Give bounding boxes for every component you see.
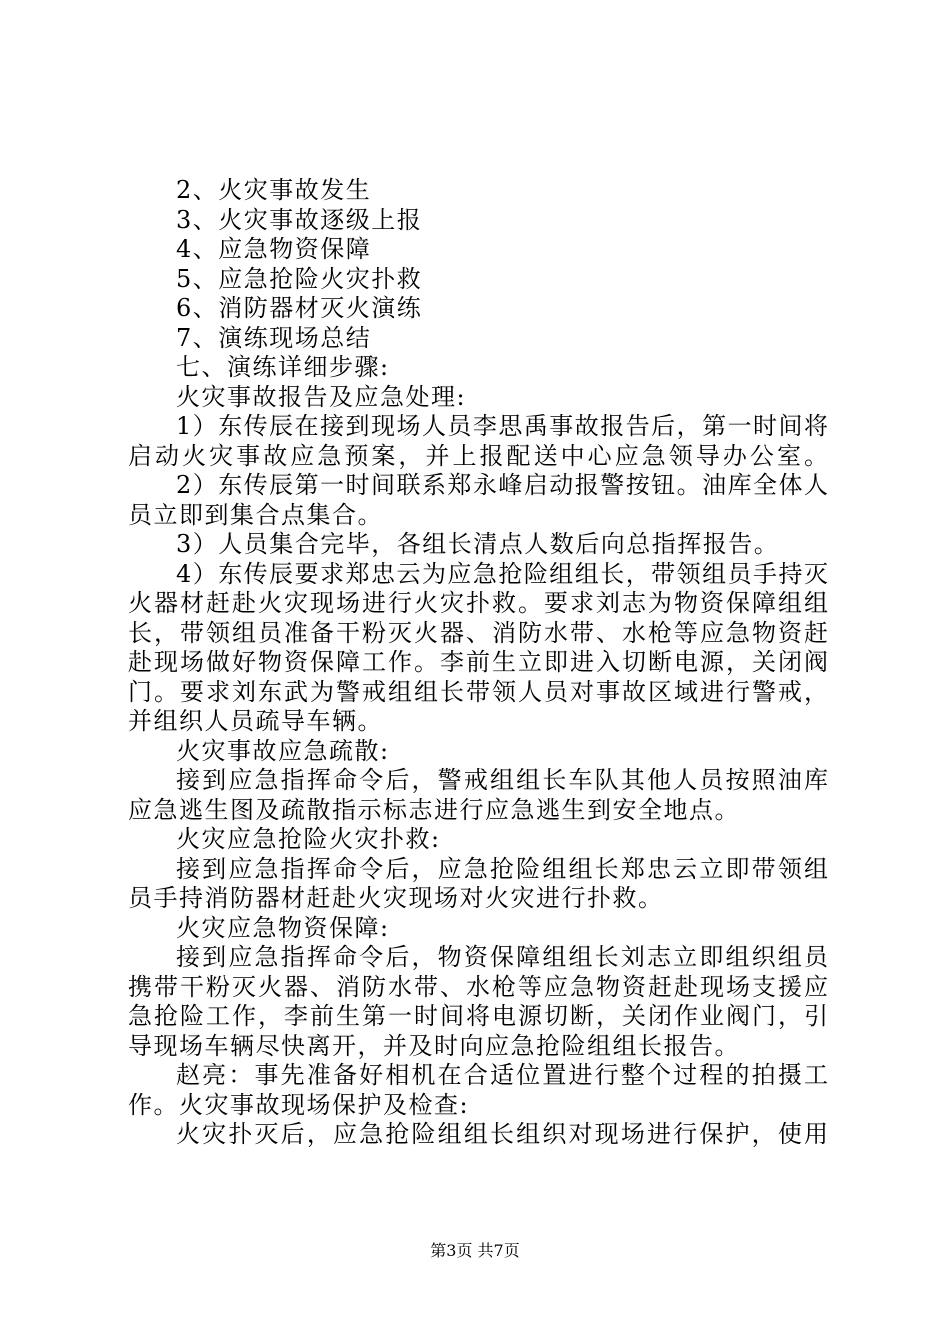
text-line: 应急逃生图及疏散指示标志进行应急逃生到安全地点。 <box>128 795 740 824</box>
text-line: 3、火灾事故逐级上报 <box>176 205 423 234</box>
text-line: 员手持消防器材赶赴火灾现场对火灾进行扑救。 <box>128 884 664 912</box>
text-line: 7、演练现场总结 <box>176 323 372 352</box>
text-line: 火灾事故应急疏散: <box>176 736 390 765</box>
document-body <box>128 176 828 1150</box>
page-number-label: 第3页 共7页 <box>430 1241 520 1260</box>
text-line: 2、火灾事故发生 <box>176 176 372 204</box>
text-line: 接到应急指挥命令后，应急抢险组组长郑忠云立即带领组 <box>176 854 828 883</box>
text-line: 急抢险工作，李前生第一时间将电源切断，关闭作业阀门，引 <box>128 1002 828 1030</box>
text-line: 并组织人员疏导车辆。 <box>128 707 383 735</box>
text-line: 接到应急指挥命令后，警戒组组长车队其他人员按照油库 <box>176 766 828 794</box>
text-line: 4）东传辰要求郑忠云为应急抢险组组长，带领组员手持灭 <box>176 559 828 588</box>
text-line: 5、应急抢险火灾扑救 <box>176 264 423 293</box>
text-line: 门。要求刘东武为警戒组组长带领人员对事故区域进行警戒， <box>128 677 828 706</box>
text-line: 2）东传辰第一时间联系郑永峰启动报警按钮。油库全体人 <box>176 471 828 499</box>
text-line: 接到应急指挥命令后，物资保障组组长刘志立即组织组员 <box>176 943 828 971</box>
text-line: 七、演练详细步骤: <box>176 353 390 381</box>
text-line: 火灾应急抢险火灾扑救: <box>176 825 441 853</box>
text-line: 启动火灾事故应急预案，并上报配送中心应急领导办公室。 <box>128 441 828 470</box>
text-line: 赵亮：事先准备好相机在合适位置进行整个过程的拍摄工 <box>176 1061 828 1089</box>
text-line: 火灾事故报告及应急处理: <box>176 382 467 411</box>
text-line: 员立即到集合点集合。 <box>128 500 383 529</box>
text-line: 导现场车辆尽快离开，并及时向应急抢险组组长报告。 <box>128 1031 740 1060</box>
text-line: 火器材赶赴火灾现场进行火灾扑救。要求刘志为物资保障组组 <box>128 589 828 617</box>
text-line: 1）东传辰在接到现场人员李思禹事故报告后，第一时间将 <box>176 412 828 440</box>
text-line: 火灾扑灭后，应急抢险组组长组织对现场进行保护，使用 <box>176 1120 828 1148</box>
text-line: 火灾应急物资保障: <box>176 913 390 942</box>
text-line: 长，带领组员准备干粉灭火器、消防水带、水枪等应急物资赶 <box>128 618 828 647</box>
text-line: 作。火灾事故现场保护及检查: <box>128 1090 470 1119</box>
text-line: 3）人员集合完毕，各组长清点人数后向总指挥报告。 <box>176 530 780 558</box>
text-line: 4、应急物资保障 <box>176 235 372 263</box>
page-footer <box>0 1241 950 1261</box>
text-line: 6、消防器材灭火演练 <box>176 294 423 322</box>
text-line: 赴现场做好物资保障工作。李前生立即进入切断电源，关闭阀 <box>128 648 828 676</box>
text-line: 携带干粉灭火器、消防水带、水枪等应急物资赶赴现场支援应 <box>128 972 828 1001</box>
